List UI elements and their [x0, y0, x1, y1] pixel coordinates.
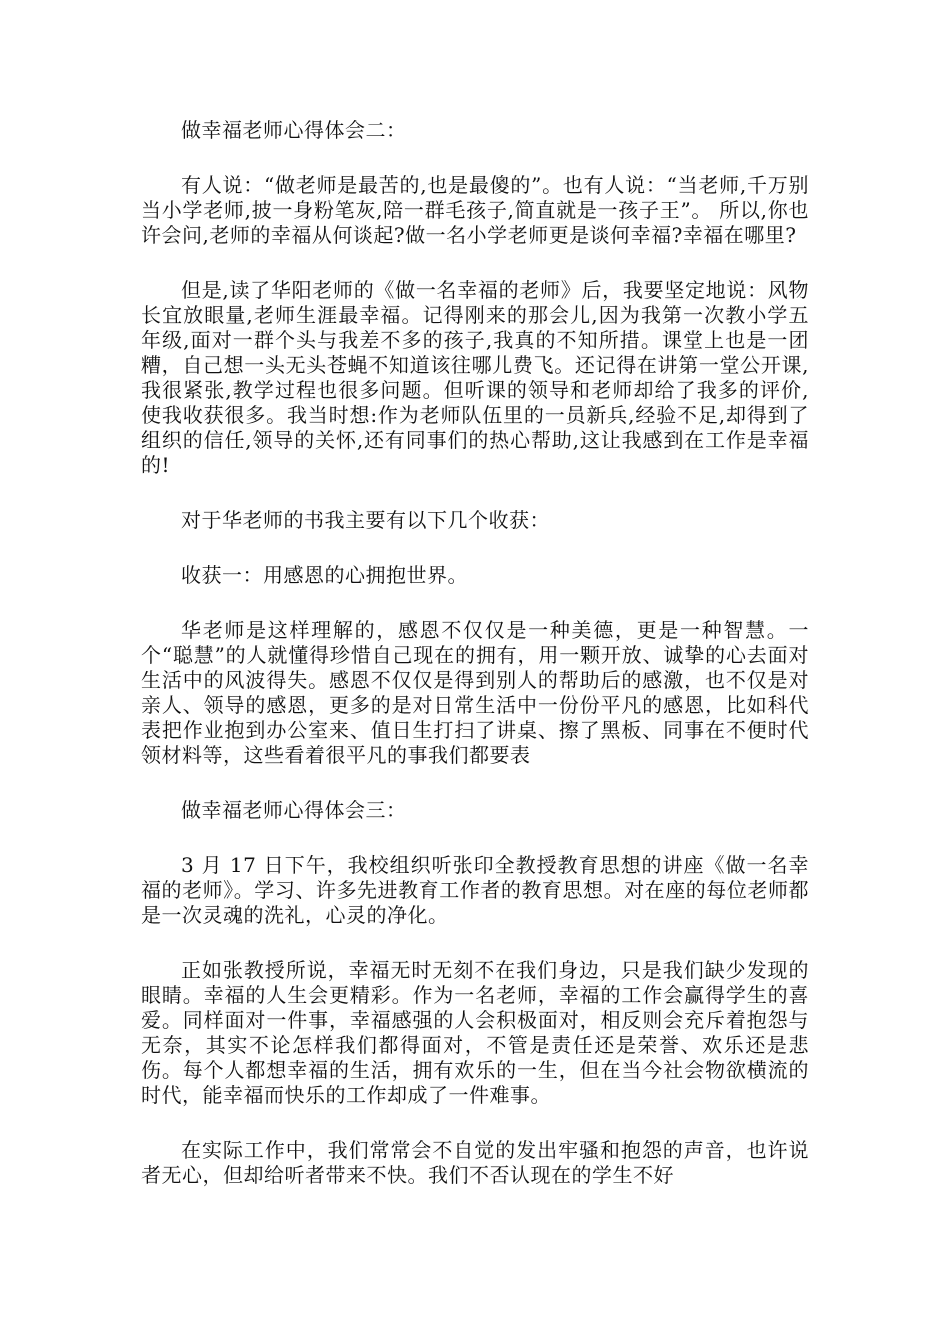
- section-heading-three: 做幸福老师心得体会三：: [181, 798, 407, 822]
- paragraph: 对于华老师的书我主要有以下几个收获：: [181, 508, 550, 532]
- paragraph: 在实际工作中，我们常常会不自觉的发出牢骚和抱怨的声音，也许说者无心，但却给听者带来不快。我们不否认现在的学生不好: [141, 1138, 809, 1187]
- paragraph: 正如张教授所说，幸福无时无刻不在我们身边，只是我们缺少发现的眼睛。幸福的人生会更精彩。作为一名老师，幸福的工作会赢得学生的喜爱。同样面对一件事，幸福感强的人会积极面对，相反则会充斥着抱怨与无奈，其实不论怎样我们都得面对，不管是责任还是荣誉、欢乐还是悲伤。每个人都想幸福的生活，拥有欢乐的一生，但在当今社会物欲横流的时代，能幸福而快乐的工作却成了一件难事。: [141, 958, 809, 1107]
- paragraph: 收获一：用感恩的心拥抱世界。: [181, 563, 468, 587]
- paragraph: 华老师是这样理解的，感恩不仅仅是一种美德，更是一种智慧。一个“聪慧”的人就懂得珍惜自己现在的拥有，用一颗开放、诚挚的心去面对生活中的风波得失。感恩不仅仅是得到别人的帮助后的感激，也不仅是对亲人、领导的感恩，更多的是对日常生活中一份份平凡的感恩，比如科代表把作业抱到办公室来、值日生打扫了讲桌、擦了黑板、同事在不便时代领材料等，这些看着很平凡的事我们都要表: [141, 618, 809, 767]
- paragraph: 但是,读了华阳老师的《做一名幸福的老师》后，我要坚定地说：风物长宜放眼量,老师生涯最幸福。记得刚来的那会儿,因为我第一次教小学五年级,面对一群个头与我差不多的孩子,我真的不知所措。课堂上也是一团糟，自己想一头无头苍蝇不知道该往哪儿费飞。还记得在讲第一堂公开课,我很紧张,教学过程也很多问题。但听课的领导和老师却给了我多的评价,使我收获很多。我当时想:作为老师队伍里的一员新兵,经验不足,却得到了组织的信任,领导的关怀,还有同事们的热心帮助,这让我感到在工作是幸福的!: [141, 278, 809, 477]
- paragraph: 有人说：“做老师是最苦的,也是最傻的”。也有人说：“当老师,千万别当小学老师,披一身粉笔灰,陪一群毛孩子,简直就是一孩子王”。 所以,你也许会问,老师的幸福从何谈起?做一名小学老师更是谈何幸福?幸福在哪里?: [141, 173, 809, 247]
- paragraph: 3 月 17 日下午，我校组织听张印全教授教育思想的讲座《做一名幸福的老师》。学习、许多先进教育工作者的教育思想。对在座的每位老师都是一次灵魂的洗礼，心灵的净化。: [141, 853, 809, 927]
- document-body: [141, 118, 809, 1218]
- section-heading-two: 做幸福老师心得体会二：: [181, 118, 407, 142]
